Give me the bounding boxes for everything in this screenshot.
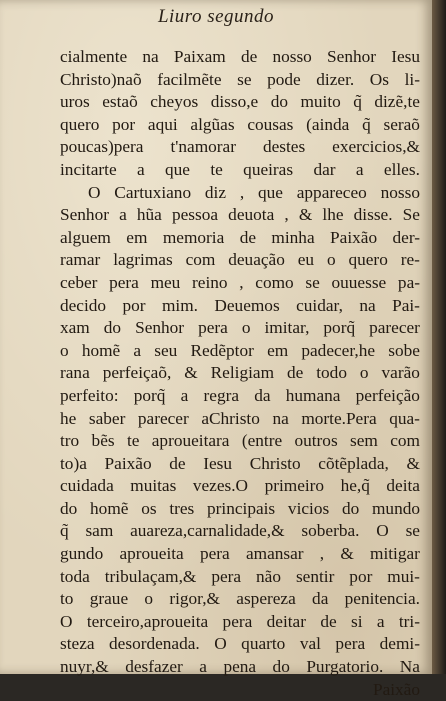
word: deuação xyxy=(228,250,285,270)
word: com xyxy=(185,250,216,270)
text-line xyxy=(60,566,420,589)
word: Religiam xyxy=(210,363,275,383)
text-line xyxy=(60,340,420,363)
word: desfazer xyxy=(125,657,183,677)
word: amansar xyxy=(245,544,304,564)
word: memoria xyxy=(162,227,225,247)
word: que xyxy=(165,159,190,179)
word: facilmẽte xyxy=(157,69,222,89)
word: da xyxy=(254,385,271,405)
word: der- xyxy=(392,227,420,247)
word: elles. xyxy=(383,159,420,179)
word: O xyxy=(88,182,101,202)
word: si xyxy=(350,611,363,631)
text-line xyxy=(60,227,420,250)
word: muitas xyxy=(130,476,177,496)
word: de xyxy=(286,363,304,383)
word: parecer xyxy=(137,408,189,428)
text-line xyxy=(60,317,420,340)
word: O xyxy=(60,611,73,631)
word: aqui xyxy=(147,114,178,134)
word: todo xyxy=(316,363,347,383)
word: estaõ xyxy=(102,92,138,112)
text-line xyxy=(60,272,420,295)
text-line xyxy=(60,498,420,521)
word: he,q̃ xyxy=(340,476,370,496)
word: Paixão xyxy=(330,227,378,247)
word: te xyxy=(126,431,140,451)
catchword xyxy=(60,679,420,701)
word: o xyxy=(326,250,336,270)
text-line xyxy=(60,453,420,476)
word: ramar xyxy=(60,250,101,270)
word: rana xyxy=(60,363,90,383)
word: a xyxy=(133,340,142,360)
word: Christo)naõ xyxy=(60,69,142,89)
word: em xyxy=(126,227,148,247)
word: quero xyxy=(60,114,100,134)
text-line xyxy=(60,611,420,634)
word: a xyxy=(376,611,385,631)
text-line xyxy=(60,475,420,498)
word: homẽ xyxy=(90,498,129,518)
word: pode xyxy=(267,69,301,89)
word: Senhor xyxy=(327,47,376,66)
word: com xyxy=(390,431,420,451)
word: , xyxy=(239,182,245,202)
word: mundo xyxy=(371,498,420,518)
word: do xyxy=(341,498,360,518)
word: tri- xyxy=(398,611,420,631)
word: ceber xyxy=(60,272,98,292)
word: aproueitara xyxy=(151,431,230,451)
word: Paixam xyxy=(173,47,226,66)
word: pera xyxy=(211,566,242,586)
word: hũa xyxy=(136,205,162,225)
word: minha xyxy=(271,227,315,247)
word: porq̃ xyxy=(323,318,356,338)
word: disse. xyxy=(353,205,393,225)
word: homẽ xyxy=(81,340,121,360)
text-line xyxy=(60,69,420,92)
word: pessoa xyxy=(171,205,219,225)
word: quero xyxy=(348,250,388,270)
word: o xyxy=(359,363,369,383)
word: primeiro xyxy=(264,476,325,496)
word: & xyxy=(184,363,198,383)
word: porq̃ xyxy=(133,385,166,405)
word: pena xyxy=(223,657,257,677)
word: Purgatorio. xyxy=(306,657,384,677)
word: qua- xyxy=(389,408,420,428)
word: principais xyxy=(207,498,276,518)
word: em xyxy=(267,340,289,360)
word: se xyxy=(305,272,320,292)
word: sentir xyxy=(295,566,335,586)
word: cialmente xyxy=(60,47,128,66)
word: O xyxy=(214,634,227,654)
word: ouuesse xyxy=(331,272,387,292)
word: de xyxy=(239,227,256,247)
word: mui- xyxy=(387,566,420,586)
catchword-text: Paixão xyxy=(372,679,420,699)
word: aproueita xyxy=(119,544,184,564)
word: perfeito: xyxy=(60,385,119,405)
word: tribulaçam,& xyxy=(104,566,197,586)
word: pera xyxy=(222,611,253,631)
word: Na xyxy=(399,657,420,677)
word: seu xyxy=(154,340,178,360)
text-line xyxy=(60,588,420,611)
word: por xyxy=(122,295,146,315)
word: demi- xyxy=(379,634,420,654)
word: graue xyxy=(89,589,129,609)
word: Os xyxy=(369,69,389,89)
word: nosso xyxy=(272,47,312,66)
word: na xyxy=(272,408,289,428)
word: seraõ xyxy=(383,114,420,134)
word: cheyos xyxy=(150,92,199,112)
word: sobe xyxy=(388,340,420,360)
word: auareza,carnalidade,& xyxy=(130,521,285,541)
word: toda xyxy=(60,566,90,586)
word: o xyxy=(60,340,69,360)
word: queiras xyxy=(243,159,294,179)
word: (entre xyxy=(241,431,283,451)
text-line xyxy=(60,543,420,566)
word: os xyxy=(141,498,157,518)
word: eu xyxy=(297,250,315,270)
word: Senhor xyxy=(60,205,109,225)
text-line xyxy=(60,520,420,543)
word: sam xyxy=(85,521,114,541)
word: pera xyxy=(109,272,139,292)
word: a xyxy=(355,159,364,179)
word: te xyxy=(210,159,223,179)
word: humana xyxy=(285,385,341,405)
text-line xyxy=(60,430,420,453)
word: vicios xyxy=(287,498,330,518)
word: vezes.O xyxy=(192,476,249,496)
word: , xyxy=(319,544,325,564)
word: dar xyxy=(313,159,336,179)
word: pera xyxy=(335,634,366,654)
word: dizẽ,te xyxy=(374,92,420,112)
word: reino xyxy=(192,272,228,292)
word: terceiro,aproueita xyxy=(86,611,209,631)
word: meu xyxy=(150,272,181,292)
word: de xyxy=(320,611,337,631)
word: destes xyxy=(262,137,306,157)
text-line xyxy=(60,385,420,408)
word: val xyxy=(299,634,321,654)
word: appareceo xyxy=(296,182,367,202)
word: do xyxy=(60,498,78,518)
word: varão xyxy=(381,363,420,383)
word: xam xyxy=(60,318,90,338)
word: na xyxy=(142,47,159,66)
word: de xyxy=(169,453,186,473)
text-line xyxy=(60,204,420,227)
word: não xyxy=(256,566,281,586)
word: & xyxy=(406,453,420,473)
word: saber xyxy=(88,408,126,428)
word: incitarte xyxy=(60,159,117,179)
word: gundo xyxy=(60,544,104,564)
word: a xyxy=(119,205,127,225)
word: mitigar xyxy=(370,544,420,564)
text-line xyxy=(60,249,420,272)
word: lhe xyxy=(322,205,344,225)
word: dizer. xyxy=(316,69,355,89)
word: q̃ xyxy=(353,92,362,112)
word: to xyxy=(60,589,74,609)
word: alguem xyxy=(60,227,111,247)
word: pera xyxy=(199,544,230,564)
word: do xyxy=(103,318,122,338)
word: parecer xyxy=(369,318,420,338)
word: a xyxy=(136,159,145,179)
body-text xyxy=(60,46,420,701)
word: diz xyxy=(204,182,227,202)
word: de xyxy=(240,47,258,66)
word: desordenada. xyxy=(109,634,200,654)
word: soberba. xyxy=(301,521,360,541)
word: por xyxy=(349,566,373,586)
word: & xyxy=(298,205,313,225)
word: na xyxy=(359,295,376,315)
word: q̃ xyxy=(60,521,69,541)
word: re- xyxy=(400,250,420,270)
word: que xyxy=(257,182,283,202)
word: deita xyxy=(386,476,420,496)
word: pa- xyxy=(397,272,420,292)
word: padecer,he xyxy=(301,340,376,360)
word: pera xyxy=(198,318,228,338)
word: perfeiçaõ, xyxy=(102,363,172,383)
word: cuidar, xyxy=(296,295,343,315)
word: , xyxy=(239,272,244,292)
word: bẽs xyxy=(91,431,115,451)
word: deuota xyxy=(228,205,275,225)
text-line xyxy=(60,408,420,431)
word: , xyxy=(284,205,289,225)
word: to)a xyxy=(60,453,87,473)
word: perfeição xyxy=(355,385,420,405)
word: Christo xyxy=(249,453,301,473)
word: & xyxy=(340,544,354,564)
word: lagrimas xyxy=(113,250,173,270)
text-line xyxy=(60,136,420,159)
word: (ainda xyxy=(306,114,350,134)
word: he xyxy=(60,408,77,428)
word: mim. xyxy=(161,295,198,315)
word: outros xyxy=(294,431,338,451)
word: disso,e xyxy=(210,92,259,112)
word: Senhor xyxy=(135,318,185,338)
book-gutter xyxy=(432,0,446,674)
word: tro xyxy=(60,431,80,451)
word: tres xyxy=(169,498,195,518)
word: nosso xyxy=(380,182,420,202)
word: cõtẽplada, xyxy=(318,453,389,473)
word: poucas)pera xyxy=(60,137,144,157)
word: t'namorar xyxy=(170,137,236,157)
text-line xyxy=(60,182,420,205)
word: Redẽptor xyxy=(190,340,254,360)
word: morte.Pera xyxy=(301,408,377,428)
word: Pai- xyxy=(392,295,420,315)
word: Deuemos xyxy=(214,295,280,315)
word: rigor,& xyxy=(169,589,220,609)
word: deitar xyxy=(266,611,306,631)
word: algũas xyxy=(190,114,235,134)
word: muito xyxy=(300,92,341,112)
word: Iesu xyxy=(203,453,233,473)
word: penitencia. xyxy=(344,589,420,609)
text-line xyxy=(60,114,420,137)
word: sem xyxy=(350,431,378,451)
text-line xyxy=(60,656,420,679)
word: se xyxy=(405,521,420,541)
word: o xyxy=(144,589,154,609)
word: aspereza xyxy=(236,589,296,609)
word: imitar, xyxy=(264,318,310,338)
text-line xyxy=(60,295,420,318)
word: quarto xyxy=(241,634,286,654)
word: steza xyxy=(60,634,95,654)
word: Iesu xyxy=(391,47,420,66)
word: a xyxy=(180,385,189,405)
word: cuidada xyxy=(60,476,114,496)
word: como xyxy=(255,272,294,292)
word: da xyxy=(312,589,329,609)
word: uros xyxy=(60,92,90,112)
text-line xyxy=(60,633,420,656)
word: li- xyxy=(404,69,420,89)
word: o xyxy=(241,318,251,338)
word: Cartuxiano xyxy=(114,182,192,202)
word: exercicios,& xyxy=(332,137,420,157)
word: decido xyxy=(60,295,107,315)
word: por xyxy=(112,114,136,134)
word: q̃ xyxy=(362,114,371,134)
text-line xyxy=(60,159,420,182)
word: aChristo xyxy=(201,408,260,428)
word: Paixão xyxy=(104,453,152,473)
text-line xyxy=(60,362,420,385)
word: nuyr,& xyxy=(60,657,109,677)
word: Se xyxy=(402,205,420,225)
running-head: Liuro segundo xyxy=(157,6,275,27)
word: cousas xyxy=(247,114,294,134)
text-line xyxy=(60,91,420,114)
word: O xyxy=(376,521,389,541)
word: do xyxy=(270,92,288,112)
word: do xyxy=(272,657,290,677)
word: regra xyxy=(203,385,240,405)
text-line xyxy=(60,46,420,69)
word: a xyxy=(199,657,207,677)
word: se xyxy=(237,69,252,89)
